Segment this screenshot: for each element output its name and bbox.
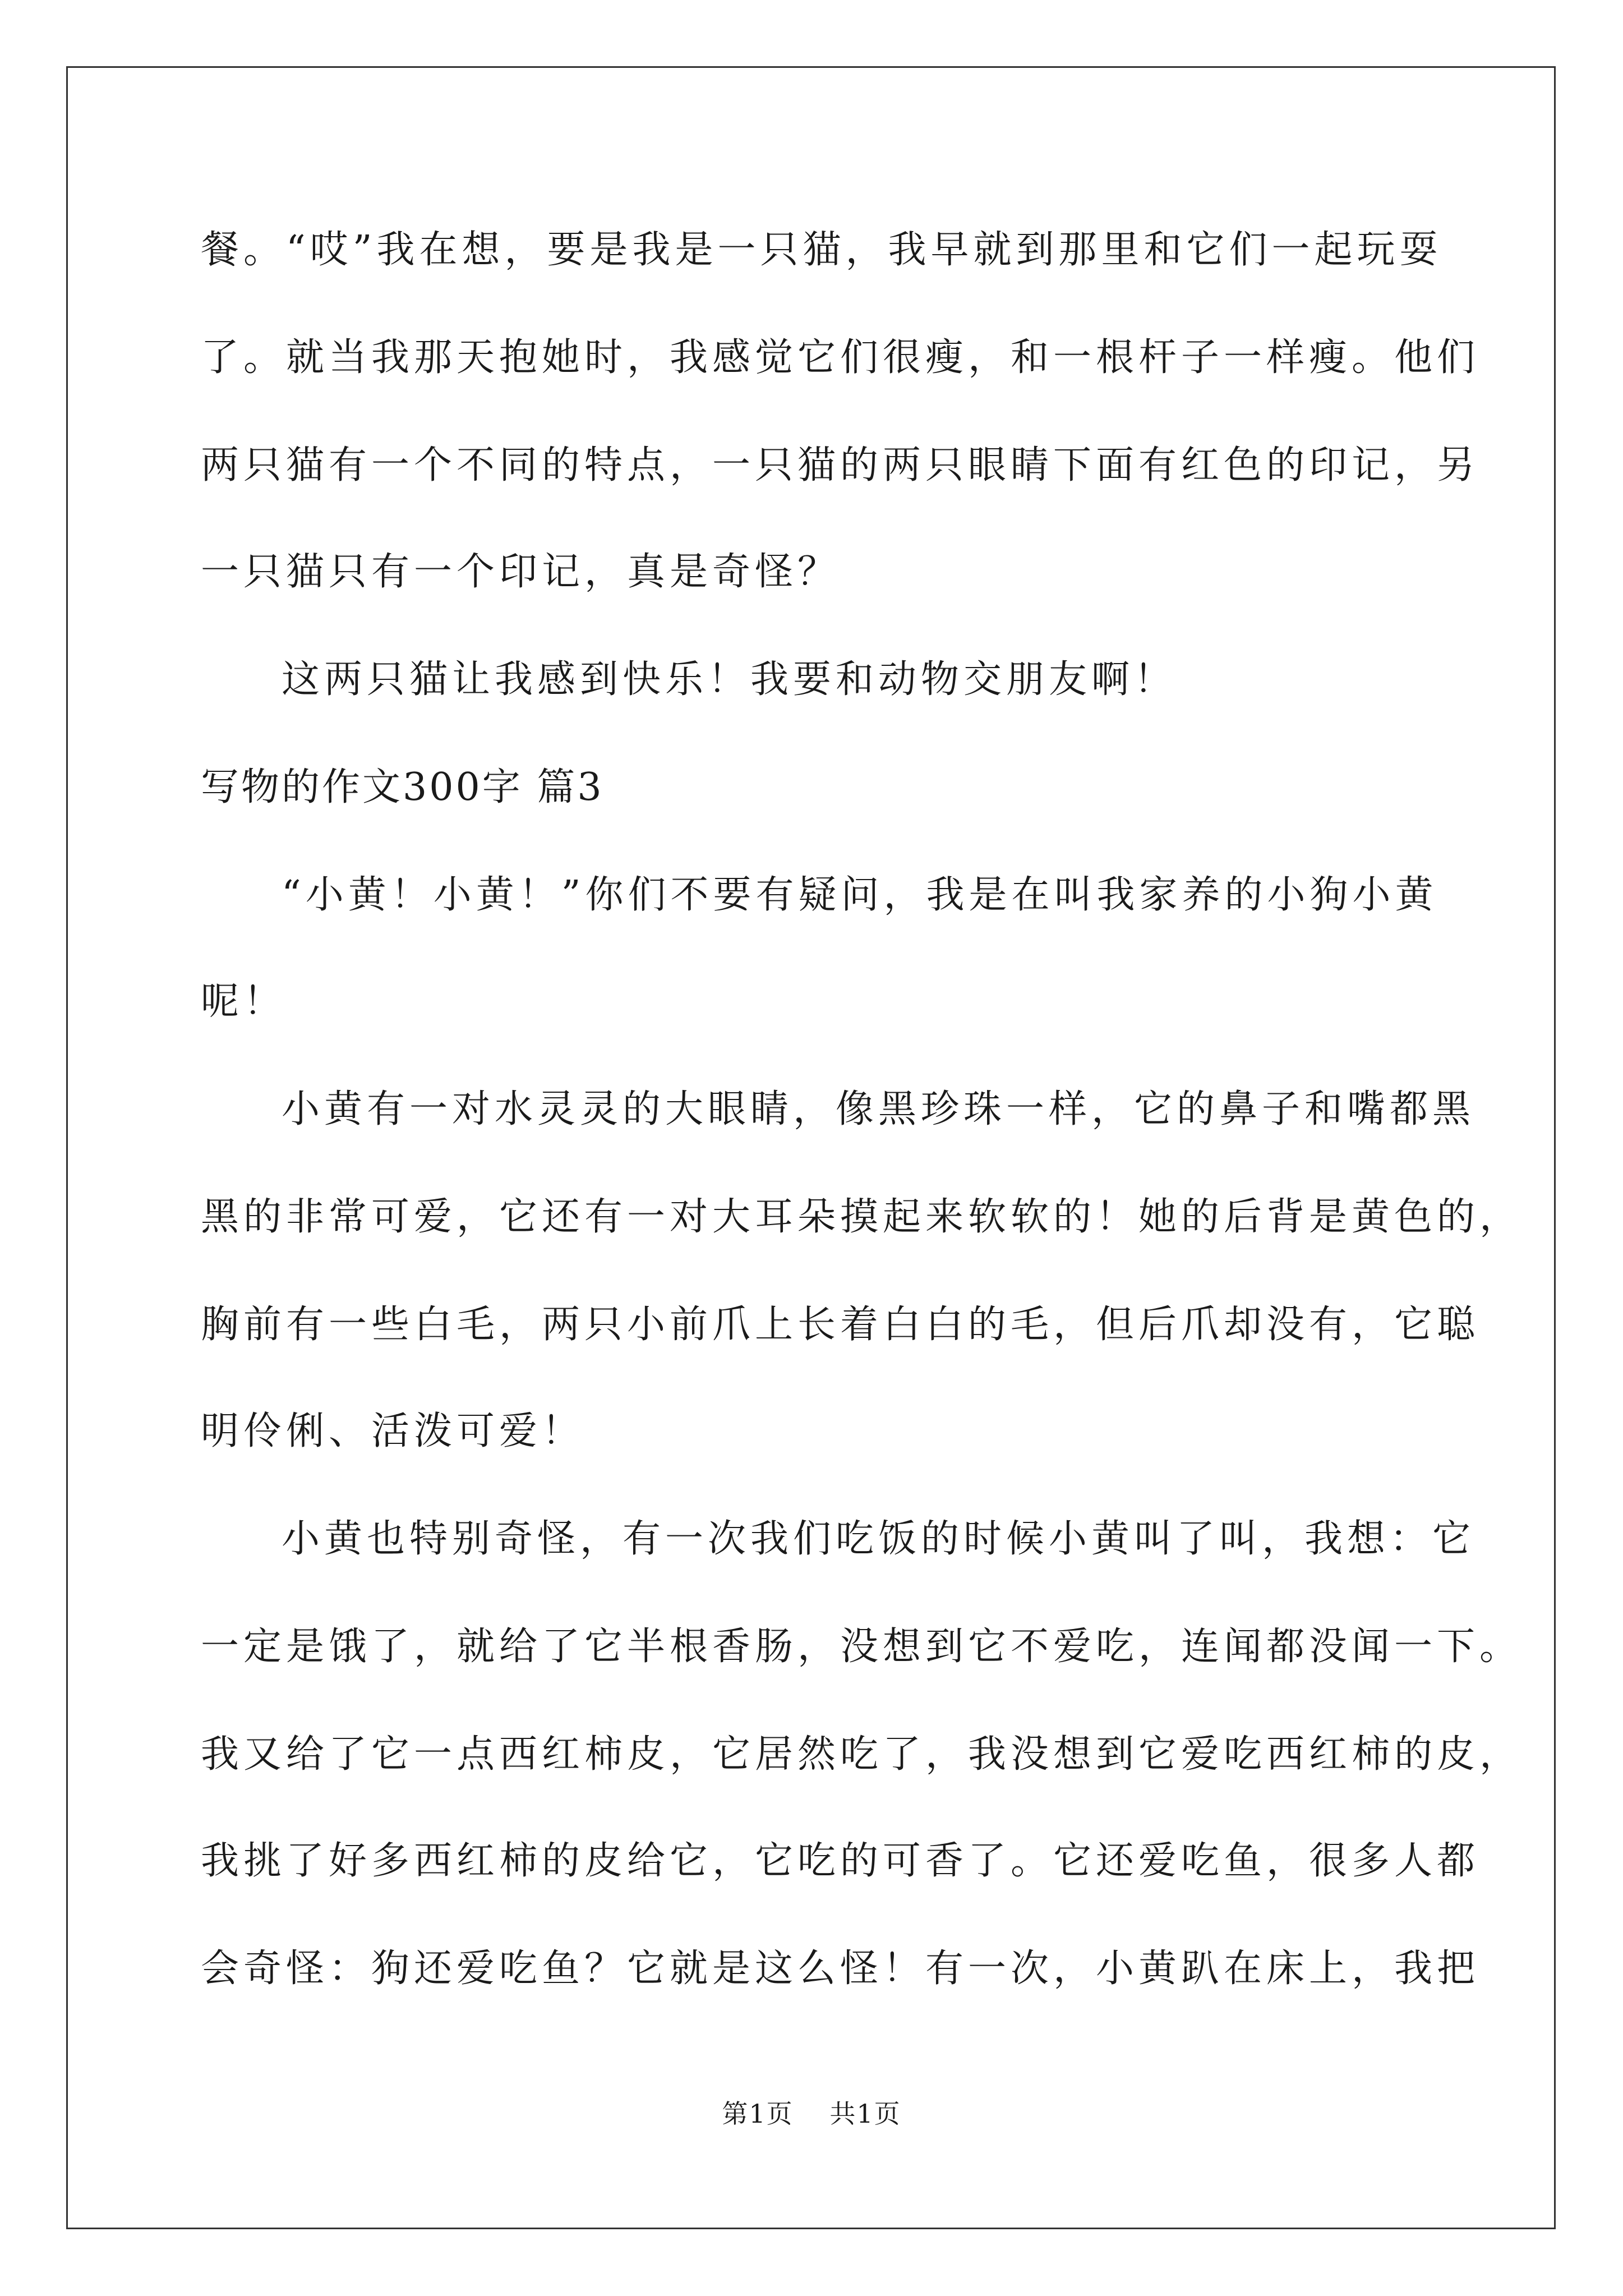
text-line: 黑的非常可爱，它还有一对大耳朵摸起来软软的！她的后背是黄色的，: [201, 1195, 1523, 1239]
text-line: 两只猫有一个不同的特点，一只猫的两只眼睛下面有红色的印记，另: [201, 443, 1480, 487]
page-number: 第1页: [722, 2099, 794, 2129]
text-line: 一只猫只有一个印记，真是奇怪？: [201, 550, 841, 594]
text-line: 呢！: [201, 979, 287, 1024]
section-heading: 写物的作文300字 篇3: [201, 765, 604, 809]
text-line: 一定是饿了，就给了它半根香肠，没想到它不爱吃，连闻都没闻一下。: [201, 1625, 1523, 1669]
text-line: 了。就当我那天抱她时，我感觉它们很瘦，和一根杆子一样瘦。他们: [201, 335, 1480, 380]
text-line: 胸前有一些白毛，两只小前爪上长着白白的毛，但后爪却没有，它聪: [201, 1303, 1480, 1347]
paragraph-line: 小黄也特别奇怪，有一次我们吃饭的时候小黄叫了叫，我想：它: [282, 1517, 1476, 1561]
page-border: [66, 66, 1556, 2229]
paragraph-line: 这两只猫让我感到快乐！我要和动物交朋友啊！: [282, 657, 1177, 702]
page-total: 共1页: [829, 2099, 901, 2129]
text-line: 我挑了好多西红柿的皮给它，它吃的可香了。它还爱吃鱼，很多人都: [201, 1839, 1480, 1883]
text-line: 会奇怪：狗还爱吃鱼？它就是这么怪！有一次，小黄趴在床上，我把: [201, 1947, 1480, 1991]
text-line: 明伶俐、活泼可爱！: [201, 1409, 585, 1453]
text-line: 餐。“哎”我在想，要是我是一只猫，我早就到那里和它们一起玩耍: [201, 228, 1442, 272]
paragraph-line: 小黄有一对水灵灵的大眼睛，像黑珍珠一样，它的鼻子和嘴都黑: [282, 1087, 1476, 1131]
page-footer: [0, 2098, 1623, 2129]
text-line: 我又给了它一点西红柿皮，它居然吃了，我没想到它爱吃西红柿的皮，: [201, 1732, 1523, 1777]
paragraph-line: “小黄！小黄！”你们不要有疑问，我是在叫我家养的小狗小黄: [282, 873, 1438, 917]
